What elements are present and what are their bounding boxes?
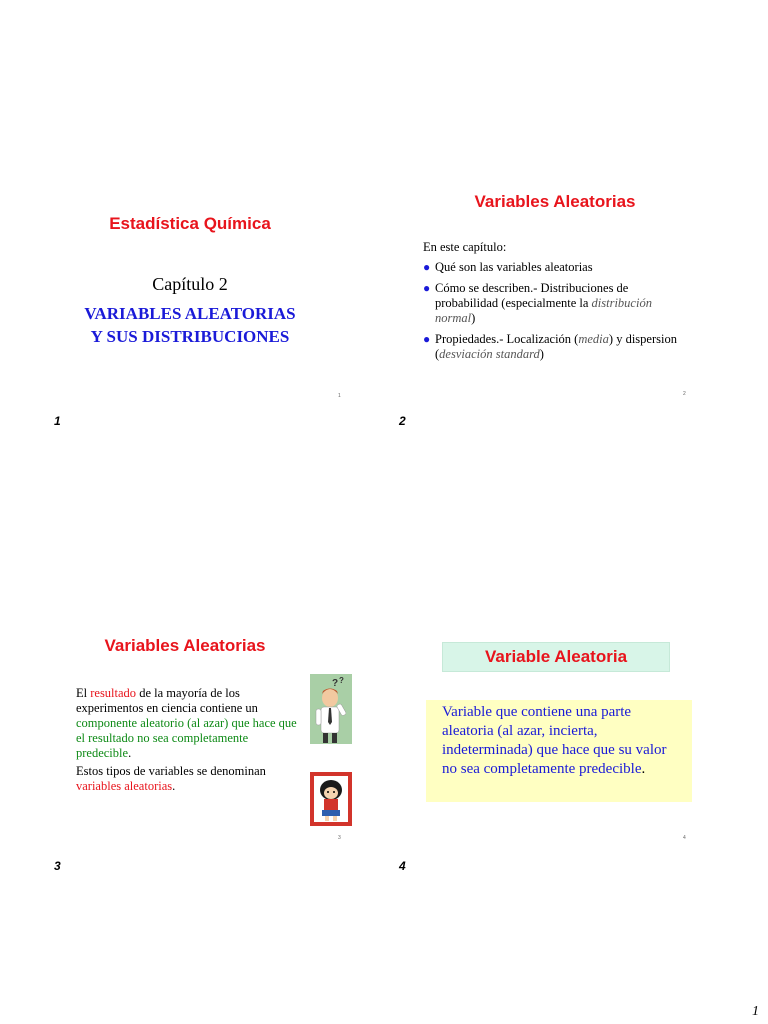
slide-3-p1-middle: de la mayoría de los experimentos en ciencia contiene un bbox=[76, 686, 258, 715]
slide-3-p1-end: . bbox=[128, 746, 132, 760]
mafalda-icon bbox=[310, 772, 352, 826]
slide-2-bullet-3-text: Propiedades.- Localización ( bbox=[435, 332, 579, 346]
slide-2-bullet-2-close: ) bbox=[471, 311, 476, 325]
slide-3-title: Variables Aleatorias bbox=[104, 636, 266, 655]
page-label-4: 4 bbox=[399, 859, 406, 873]
slide-1-number: 1 bbox=[338, 393, 341, 399]
slide-2-bullet-2-emphasis: distribución normal bbox=[435, 296, 652, 325]
slide-3-p2-start: Estos tipos de variables se denominan bbox=[76, 764, 266, 778]
slide-4-number: 4 bbox=[683, 835, 686, 841]
slide-2-title: Variables Aleatorias bbox=[474, 192, 636, 211]
svg-text:?: ? bbox=[339, 676, 344, 685]
slide-3-p1-highlight: resultado bbox=[90, 686, 137, 700]
slide-2-bullet-3-emphasis-2: desviación standard bbox=[439, 347, 540, 361]
slide-2-number: 2 bbox=[683, 391, 686, 397]
slide-2-bullet-3 bbox=[423, 332, 693, 362]
slide-3 bbox=[40, 630, 350, 850]
slide-2-intro: En este capítulo: bbox=[423, 240, 507, 254]
slide-1-title: Estadística Química bbox=[109, 214, 271, 233]
page-label-1: 1 bbox=[54, 414, 61, 428]
slide-4-definition-text: Variable que contiene una parte aleatoria (al azar, incierta, indeterminada) que hace que su valor no sea completamente predecible bbox=[442, 704, 667, 777]
slide-1-subtitle-1: VARIABLES ALEATORIAS bbox=[84, 304, 296, 323]
slide-2-bullet-3-close: ) bbox=[539, 347, 544, 361]
confused-man-icon bbox=[310, 674, 352, 744]
slide-2-bullet-3-mid: ) y dispersion ( bbox=[435, 332, 677, 361]
slide-3-paragraph-2 bbox=[76, 764, 286, 794]
slide-2-bullet-2 bbox=[423, 281, 693, 326]
bullet-dot-icon: ● bbox=[423, 281, 431, 295]
page-number: 1 bbox=[752, 1004, 759, 1019]
page-label-2: 2 bbox=[399, 414, 406, 428]
slide-3-p2-end: . bbox=[172, 779, 176, 793]
slide-1-chapter: Capítulo 2 bbox=[152, 274, 228, 294]
slide-3-p1-green: componente aleatorio (al azar) que hace que el resultado no sea completamente predecible bbox=[76, 716, 297, 760]
slide-2-bullet-1-text: Qué son las variables aleatorias bbox=[435, 260, 593, 274]
slide-2-bullet-2-text: Cómo se describen.- Distribuciones de probabilidad (especialmente la bbox=[435, 281, 629, 310]
slide-4-title: Variable Aleatoria bbox=[442, 642, 670, 672]
slide-4-definition-period: . bbox=[641, 761, 646, 777]
slide-2-bullet-3-emphasis-1: media bbox=[578, 332, 609, 346]
slide-1 bbox=[40, 190, 340, 410]
slide-3-p1-start: El bbox=[76, 686, 91, 700]
slide-4 bbox=[410, 630, 700, 850]
slide-3-p2-highlight: variables aleatorias bbox=[76, 779, 173, 793]
slide-4-definition-box bbox=[426, 700, 692, 802]
bullet-dot-icon: ● bbox=[423, 260, 431, 274]
slide-3-paragraph-1 bbox=[76, 686, 300, 761]
slide-2-bullet-list bbox=[423, 260, 693, 368]
page-label-3: 3 bbox=[54, 859, 61, 873]
slide-1-subtitle-2: Y SUS DISTRIBUCIONES bbox=[90, 327, 290, 346]
bullet-dot-icon: ● bbox=[423, 332, 431, 346]
slide-2 bbox=[410, 190, 700, 410]
slide-2-bullet-1 bbox=[423, 260, 693, 275]
svg-text:?: ? bbox=[332, 678, 339, 689]
slide-3-number: 3 bbox=[338, 835, 341, 841]
